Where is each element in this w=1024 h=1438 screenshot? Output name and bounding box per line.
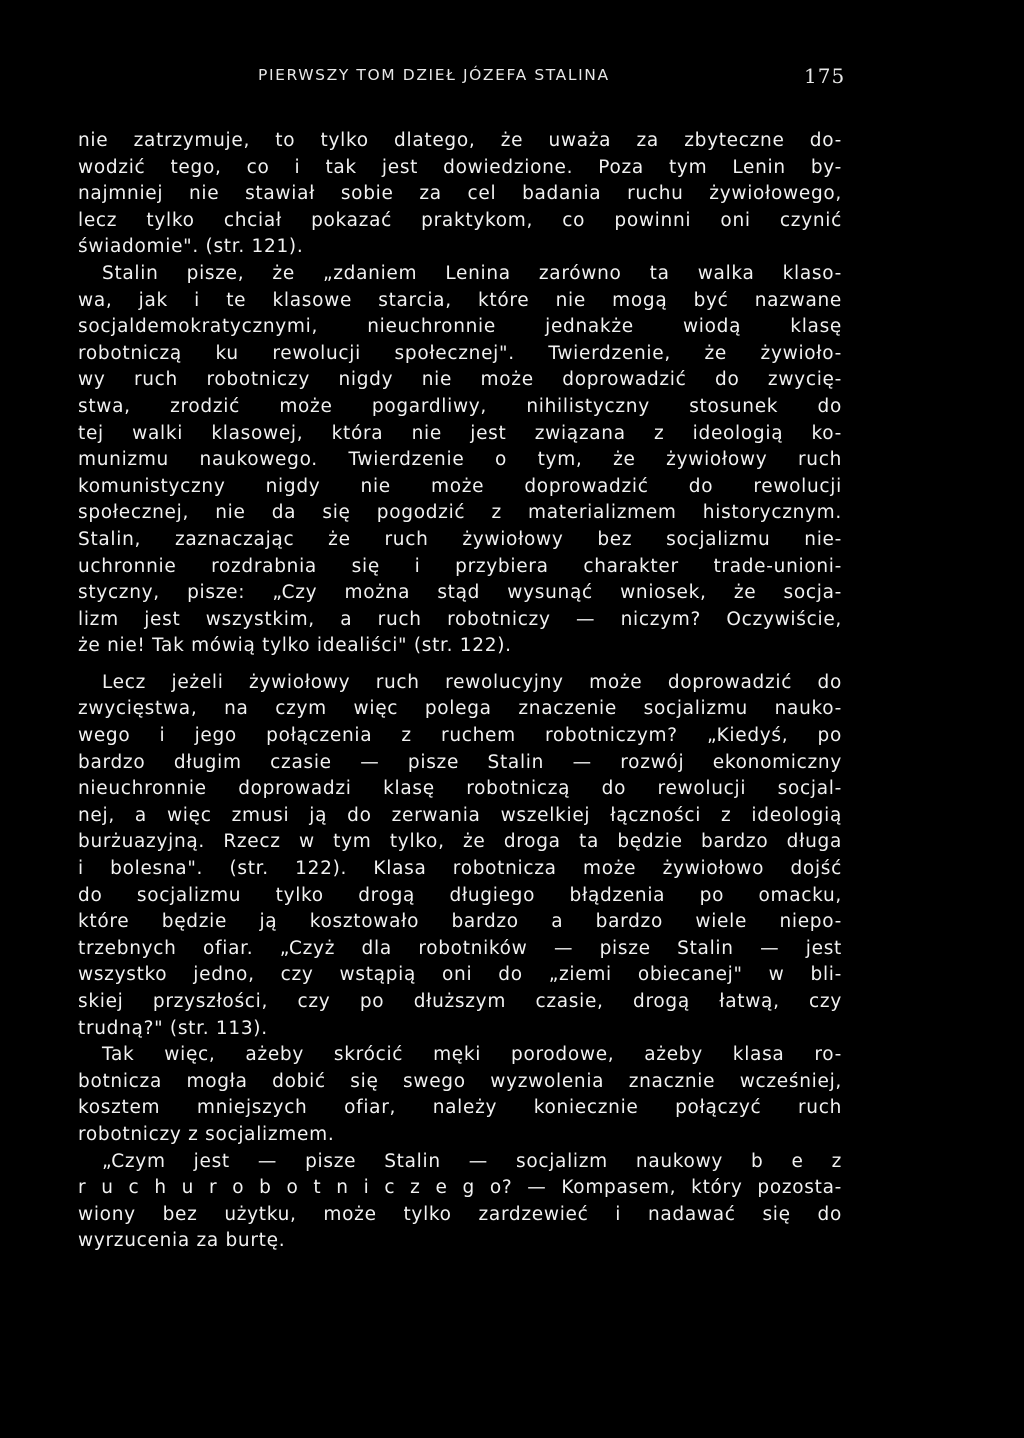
text-line: Tak więc, ażeby skrócić męki porodowe, ażeby klasa ro-: [102, 1044, 842, 1066]
text-line: wiony bez użytku, może tylko zardzewieć i nadawać się do: [78, 1203, 842, 1225]
text-line: „Czym jest — pisze Stalin — socjalizm naukowy b e z: [102, 1150, 842, 1172]
text-line: burżuazyjną. Rzecz w tym tylko, że droga ta będzie bardzo długa: [78, 831, 842, 853]
text-line: wy ruch robotniczy nigdy nie może doprowadzić do zwycię-: [78, 369, 842, 391]
text-line: i bolesna". (str. 122). Klasa robotnicza może żywiołowo dojść: [78, 858, 842, 880]
text-line: skiej przyszłości, czy po dłuższym czasie, drogą łatwą, czy: [78, 991, 842, 1012]
running-title: PIERWSZY TOM DZIEŁ JÓZEFA STALINA: [258, 66, 610, 84]
text-line: wyrzucenia za burtę.: [78, 1230, 286, 1252]
text-line: munizmu naukowego. Twierdzenie o tym, że żywiołowy ruch: [78, 449, 842, 471]
paragraph: [78, 261, 842, 660]
paragraph-gap: [78, 660, 842, 670]
text-line: społecznej, nie da się pogodzić z materializmem historycznym.: [78, 502, 842, 524]
body-text: [78, 128, 842, 1255]
text-line: wego i jego połączenia z ruchem robotniczym? „Kiedyś, po: [78, 725, 842, 747]
text-line: że nie! Tak mówią tylko idealiści" (str. 122).: [78, 635, 512, 657]
text-line: tej walki klasowej, która nie jest związana z ideologią ko-: [78, 422, 842, 444]
text-line: nej, a więc zmusi ją do zerwania wszelkiej łączności z ideologią: [78, 804, 842, 826]
text-line: nie zatrzymuje, to tylko dlatego, że uważa za zbyteczne do-: [78, 130, 842, 151]
text-line: Stalin pisze, że „zdaniem Lenina zarówno ta walka klaso-: [102, 262, 842, 284]
text-line: najmniej nie stawiał sobie za cel badania ruchu żywiołowego,: [78, 183, 842, 205]
text-line: robotniczy z socjalizmem.: [78, 1123, 335, 1145]
text-line: wa, jak i te klasowe starcia, które nie mogą być nazwane: [78, 289, 842, 311]
paragraph: [78, 128, 842, 261]
text-line: świadomie". (str. 121).: [78, 236, 304, 258]
text-line: trzebnych ofiar. „Czyż dla robotników — pisze Stalin — jest: [78, 937, 842, 959]
text-line: wszystko jedno, czy wstąpią oni do „ziemi obiecanej" w bli-: [78, 964, 842, 986]
text-line: trudną?" (str. 113).: [78, 1017, 268, 1039]
text-line: uchronnie rozdrabnia się i przybiera charakter trade-unioni-: [78, 555, 842, 577]
text-line: robotniczą ku rewolucji społecznej". Twierdzenie, że żywioło-: [78, 342, 842, 364]
text-line: Lecz jeżeli żywiołowy ruch rewolucyjny może doprowadzić do: [102, 671, 842, 693]
page-header: [0, 66, 1024, 90]
text-line: kosztem mniejszych ofiar, należy koniecznie połączyć ruch: [78, 1097, 842, 1119]
text-line: do socjalizmu tylko drogą długiego błądzenia po omacku,: [78, 884, 842, 906]
text-line: wodzić tego, co i tak jest dowiedzione. Poza tym Lenin by-: [78, 156, 842, 178]
text-line: które będzie ją kosztowało bardzo a bardzo wiele niepo-: [78, 911, 842, 933]
text-line: stwa, zrodzić może pogardliwy, nihilistyczny stosunek do: [78, 395, 842, 417]
text-line: komunistyczny nigdy nie może doprowadzić do rewolucji: [78, 475, 842, 497]
text-line: Stalin, zaznaczając że ruch żywiołowy bez socjalizmu nie-: [78, 528, 842, 550]
paragraph: [78, 1149, 842, 1255]
text-line: nieuchronnie doprowadzi klasę robotniczą do rewolucji socjal-: [78, 778, 842, 800]
paragraph: [78, 1042, 842, 1148]
page-number: 175: [804, 64, 846, 88]
text-line: socjaldemokratycznymi, nieuchronnie jednakże wiodą klasę: [78, 316, 842, 338]
text-line: lizm jest wszystkim, a ruch robotniczy — niczym? Oczywiście,: [78, 608, 842, 630]
paragraph: [78, 670, 842, 1042]
text-line: botnicza mogła dobić się swego wyzwolenia znacznie wcześniej,: [78, 1070, 842, 1092]
text-line: r u c h u r o b o t n i c z e g o? — Kompasem, który pozosta-: [78, 1177, 842, 1199]
text-line: zwycięstwa, na czym więc polega znaczenie socjalizmu nauko-: [78, 698, 842, 720]
text-line: lecz tylko chciał pokazać praktykom, co powinni oni czynić: [78, 209, 842, 231]
text-line: bardzo długim czasie — pisze Stalin — rozwój ekonomiczny: [78, 751, 842, 773]
text-line: styczny, pisze: „Czy można stąd wysunąć wniosek, że socja-: [78, 582, 842, 604]
